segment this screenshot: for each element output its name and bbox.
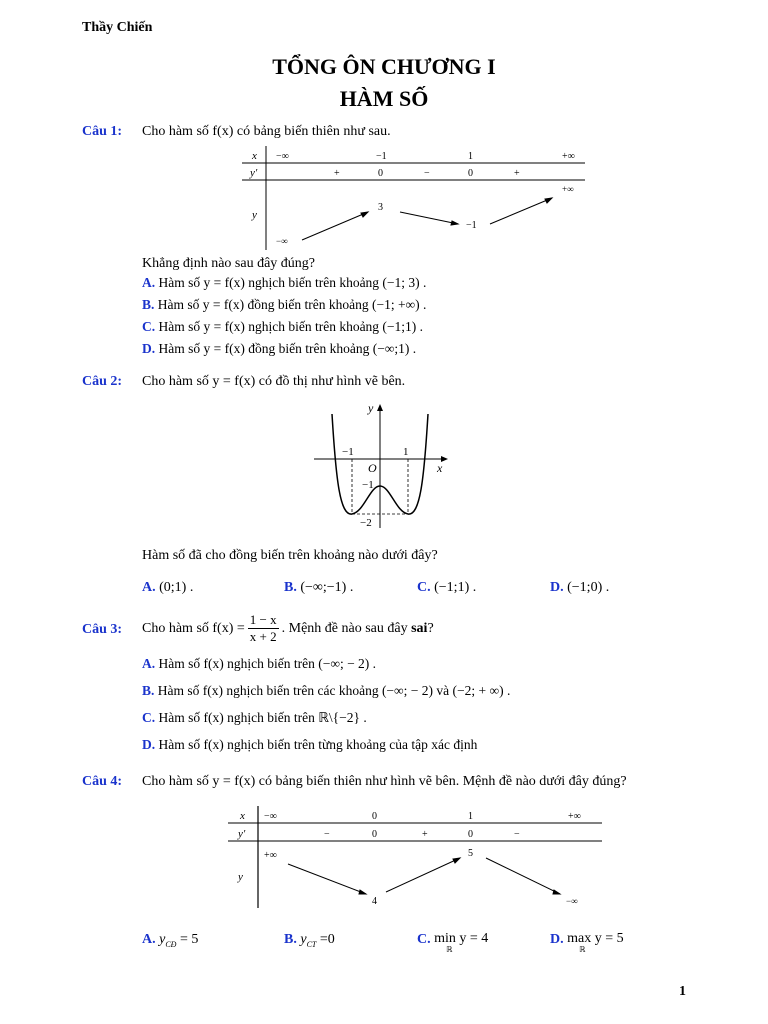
q4-y1: 4 [372, 896, 377, 907]
q4-option-a-sub: CĐ [165, 939, 177, 949]
q1-arrowhead-1 [361, 212, 368, 217]
q1-s4: + [514, 168, 520, 179]
q3-text-end: ? [427, 620, 434, 636]
q1-y-label: y [252, 209, 257, 221]
q3-option-c-text: Hàm số f(x) nghịch biến trên ℝ\{−2} . [158, 710, 367, 725]
q2-label-1-x: 1 [403, 446, 409, 458]
q3-option-c[interactable] [142, 710, 367, 726]
q1-arrow-up-2 [490, 198, 552, 224]
q1-y3: +∞ [562, 184, 574, 194]
q4-text: Cho hàm số y = f(x) có bảng biến thiên như hình vẽ bên. Mệnh đề nào dưới đây đúng? [142, 774, 627, 789]
q2-option-a[interactable] [142, 580, 193, 596]
q1-x-label: x [252, 150, 257, 162]
q2-option-c-letter: C. [417, 580, 431, 595]
q3-label: Câu 3: [82, 622, 123, 637]
q4-option-c-text: min y = 4 [434, 931, 489, 946]
page-title: TỔNG ÔN CHƯƠNG I [272, 54, 496, 79]
q4-option-c[interactable] [417, 932, 488, 954]
q1-option-b-letter: B. [142, 297, 155, 312]
q4-x-label: x [240, 810, 245, 822]
q4-label: Câu 4: [82, 774, 123, 789]
q1-x1: −1 [376, 151, 387, 162]
q3-fraction-den: x + 2 [249, 629, 277, 644]
q3-text [142, 612, 434, 645]
q4-x2: 1 [468, 811, 473, 822]
page-number: 1 [679, 984, 686, 999]
q1-text: Cho hàm số f(x) có bảng biến thiên như sau. [142, 124, 391, 139]
q2-label: Câu 2: [82, 374, 123, 389]
q3-fraction [248, 612, 279, 645]
q1-arrow-up-1 [302, 212, 368, 240]
q1-y0: −∞ [276, 236, 288, 246]
q2-option-a-text: (0;1) . [159, 580, 194, 595]
q2-text: Cho hàm số y = f(x) có đồ thị như hình vẽ bên. [142, 374, 406, 389]
q3-option-d-letter: D. [142, 737, 156, 752]
q1-option-c-text: Hàm số y = f(x) nghịch biến trên khoảng (−1;1) . [158, 319, 424, 334]
q4-option-c-math [434, 932, 488, 954]
q4-option-d-letter: D. [550, 932, 564, 947]
q3-option-c-letter: C. [142, 710, 156, 725]
q4-option-b-letter: B. [284, 932, 297, 947]
q4-option-a-letter: A. [142, 932, 156, 947]
q1-arrowhead-3 [545, 198, 552, 203]
q2-label-neg1-x: −1 [342, 446, 354, 458]
q4-option-d-math [567, 932, 624, 954]
q4-y2: 5 [468, 848, 473, 859]
q4-yp-label: y′ [238, 828, 246, 840]
q2-y-label: y [368, 401, 374, 415]
q4-s1: 0 [372, 829, 377, 840]
q2-option-b-letter: B. [284, 580, 297, 595]
q1-label: Câu 1: [82, 124, 123, 139]
q1-y1: 3 [378, 202, 383, 213]
q2-origin-label: O [368, 461, 377, 475]
q1-x3: +∞ [562, 151, 575, 162]
q1-option-d-letter: D. [142, 341, 156, 356]
q2-option-a-letter: A. [142, 580, 156, 595]
q4-arrow-up [386, 858, 460, 892]
q2-option-d[interactable] [550, 580, 609, 596]
q3-option-a-text: Hàm số f(x) nghịch biến trên (−∞; − 2) . [158, 656, 377, 671]
q3-text-bold: sai [411, 620, 428, 636]
q4-variation-table [226, 806, 606, 910]
q1-x2: 1 [468, 151, 473, 162]
q4-option-c-sub: ℝ [446, 945, 453, 954]
q4-s2: + [422, 829, 428, 840]
q3-option-b[interactable] [142, 683, 510, 699]
q1-y2: −1 [466, 220, 477, 231]
q4-option-b[interactable] [284, 932, 335, 949]
page-subtitle: HÀM SỐ [339, 86, 429, 111]
q2-option-d-letter: D. [550, 580, 564, 595]
q1-s0: + [334, 168, 340, 179]
q1-x0: −∞ [276, 151, 289, 162]
q4-option-b-text: y [300, 932, 307, 947]
q3-option-a[interactable] [142, 656, 376, 672]
q3-fraction-num: 1 − x [249, 612, 277, 627]
q4-s4: − [514, 829, 520, 840]
q4-x1: 0 [372, 811, 377, 822]
q2-label-neg2-y: −2 [360, 517, 372, 529]
q2-option-b[interactable] [284, 580, 353, 596]
q1-option-a-text: Hàm số y = f(x) nghịch biến trên khoảng (−1; 3) . [158, 275, 427, 290]
q4-option-b-rest: =0 [316, 932, 335, 947]
q4-y-label: y [238, 871, 243, 883]
author-name: Thầy Chiến [82, 20, 153, 35]
q4-arrow-down-2 [486, 858, 560, 894]
q2-label-neg1-y: −1 [362, 479, 374, 491]
q1-question: Khẳng định nào sau đây đúng? [142, 256, 316, 271]
q1-option-d-text: Hàm số y = f(x) đồng biến trên khoảng (−∞;1) . [158, 341, 417, 356]
q4-arrowhead-1 [359, 890, 366, 894]
q4-option-a-rest: = 5 [176, 932, 199, 947]
q1-option-c-letter: C. [142, 319, 156, 334]
q4-y0: +∞ [264, 850, 277, 861]
q3-text-after: . Mệnh đề nào sau đây [281, 620, 408, 636]
q4-option-d[interactable] [550, 932, 624, 954]
q2-function-graph [312, 400, 452, 532]
q4-x0: −∞ [264, 811, 277, 822]
q2-question: Hàm số đã cho đồng biến trên khoảng nào dưới đây? [142, 548, 438, 563]
q4-arrow-down-1 [288, 864, 366, 894]
q2-option-d-text: (−1;0) . [567, 580, 610, 595]
q3-option-d[interactable] [142, 737, 477, 753]
q3-option-b-text: Hàm số f(x) nghịch biến trên các khoảng (−∞; − 2) và (−2; + ∞) . [157, 683, 511, 698]
q1-option-b[interactable] [142, 297, 426, 313]
q4-option-d-text: max y = 5 [567, 931, 624, 946]
q1-option-a[interactable] [142, 275, 426, 291]
q1-s2: − [424, 168, 430, 179]
q4-option-d-sub: ℝ [579, 945, 586, 954]
q2-y-arrow [377, 404, 383, 411]
q3-option-a-letter: A. [142, 656, 156, 671]
q1-yp-label: y′ [250, 167, 258, 179]
q4-option-c-letter: C. [417, 932, 431, 947]
q1-option-b-text: Hàm số y = f(x) đồng biến trên khoảng (−1; +∞) . [157, 297, 427, 312]
q4-x3: +∞ [568, 811, 581, 822]
q4-option-b-sub: CT [306, 939, 317, 949]
q4-option-a[interactable] [142, 932, 198, 949]
q4-s3: 0 [468, 829, 473, 840]
q3-option-d-text: Hàm số f(x) nghịch biến trên từng khoảng của tập xác định [158, 737, 478, 752]
q4-arrowhead-2 [453, 858, 460, 863]
q3-text-before: Cho hàm số f(x) = [142, 620, 245, 636]
q1-arrow-down [400, 212, 458, 224]
q1-s1: 0 [378, 168, 383, 179]
q1-option-d[interactable] [142, 341, 416, 357]
q2-option-c[interactable] [417, 580, 476, 596]
q3-option-b-letter: B. [142, 683, 155, 698]
q1-s3: 0 [468, 168, 473, 179]
q4-y3: −∞ [566, 896, 578, 906]
q2-option-c-text: (−1;1) . [434, 580, 477, 595]
q2-x-label: x [437, 461, 443, 475]
q1-arrowhead-2 [451, 221, 458, 225]
q1-option-a-letter: A. [142, 275, 156, 290]
q4-arrowhead-3 [553, 890, 560, 894]
q1-variation-table [240, 146, 590, 250]
q4-s0: − [324, 829, 330, 840]
q4-option-a-text: y [159, 932, 166, 947]
q1-option-c[interactable] [142, 319, 423, 335]
q2-option-b-text: (−∞;−1) . [300, 580, 354, 595]
